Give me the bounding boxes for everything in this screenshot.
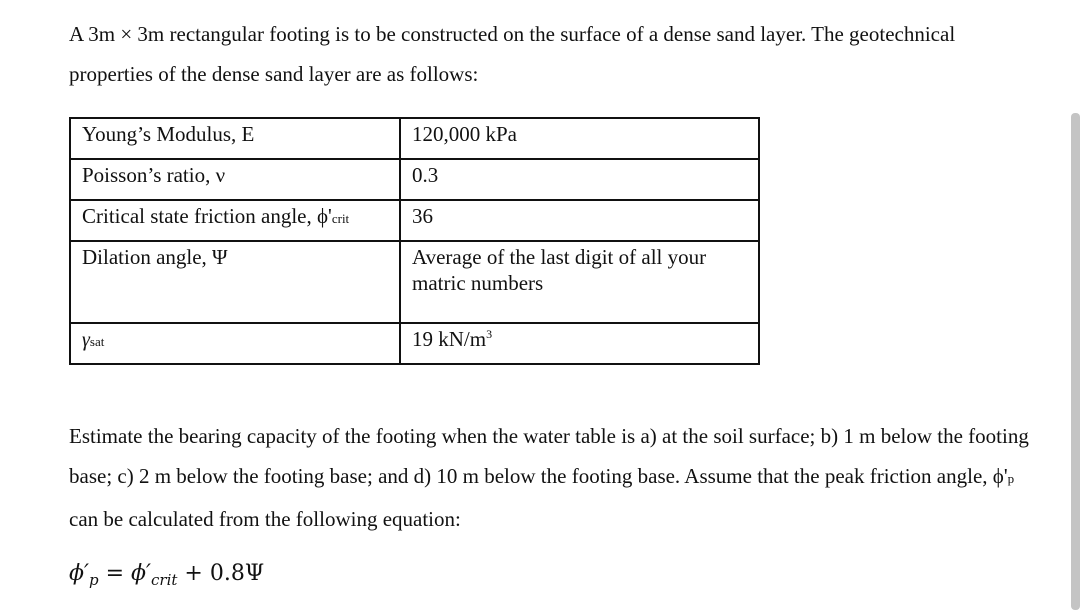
table-row	[70, 323, 759, 364]
property-label-text: Critical state friction angle, ϕ'	[82, 204, 332, 228]
soil-properties-table	[69, 117, 760, 365]
equation-lhs: ϕ′	[69, 561, 89, 586]
property-label-subscript: sat	[89, 334, 105, 349]
table-row	[70, 200, 759, 241]
intro-paragraph: A 3m × 3m rectangular footing is to be constructed on the surface of a dense sand layer. The geotechnical properties of the dense sand layer are as follows:	[69, 22, 956, 86]
property-label: Poisson’s ratio, ν	[70, 159, 400, 200]
table-row	[70, 159, 759, 200]
vertical-scrollbar[interactable]	[1071, 113, 1080, 610]
property-value	[400, 323, 759, 364]
property-value-text: 19 kN/m	[412, 327, 487, 351]
property-label: Dilation angle, Ψ	[70, 241, 400, 323]
equation-rhs: ϕ′	[131, 561, 152, 586]
equation-tail: + 0.8Ψ	[177, 561, 265, 586]
question-text-tail: can be calculated from the following equation:	[69, 507, 461, 531]
property-value-superscript: 3	[486, 327, 493, 341]
property-value: 0.3	[400, 159, 759, 200]
property-value: 120,000 kPa	[400, 118, 759, 159]
equation-equals: =	[98, 561, 132, 586]
question-text: Estimate the bearing capacity of the footing when the water table is a) at the soil surface; b) 1 m below the footing base; c) 2 m below the footing base; and d) 10 m below the footing base. Assume that the peak friction angle, ϕ'	[69, 424, 1029, 488]
equation-rhs-subscript: crit	[151, 571, 178, 589]
equation-lhs-subscript: p	[89, 571, 99, 589]
table-row	[70, 241, 759, 323]
property-value: 36	[400, 200, 759, 241]
question-subscript: p	[1007, 471, 1015, 486]
table-row	[70, 118, 759, 159]
property-label	[70, 323, 400, 364]
property-label-subscript: crit	[331, 211, 350, 226]
question-paragraph	[69, 416, 1029, 539]
peak-friction-equation	[69, 556, 264, 598]
property-label: Young’s Modulus, E	[70, 118, 400, 159]
gamma-symbol: γ	[82, 329, 90, 351]
property-value: Average of the last digit of all your matric numbers	[400, 241, 759, 323]
property-label	[70, 200, 400, 241]
